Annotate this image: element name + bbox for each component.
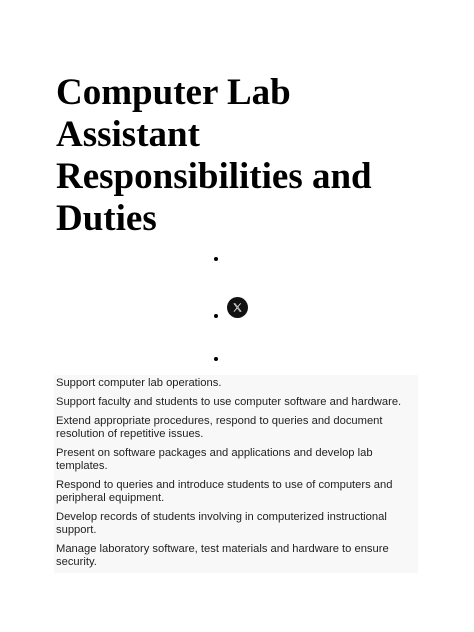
duty-item: Support computer lab operations. bbox=[56, 377, 222, 389]
share-bullet-3 bbox=[214, 357, 218, 361]
page-title: Computer Lab Assistant Responsibilities and Duties bbox=[56, 72, 372, 239]
duties-list bbox=[56, 377, 412, 575]
duty-item: Support faculty and students to use computer software and hardware. bbox=[56, 396, 402, 408]
duty-item: Present on software packages and applications and develop lab templates. bbox=[56, 447, 373, 472]
x-logo-icon bbox=[232, 302, 243, 313]
share-x-button[interactable] bbox=[227, 297, 248, 318]
duty-item: Develop records of students involving in computerized instructional support. bbox=[56, 511, 387, 536]
share-bullet-1 bbox=[214, 257, 218, 261]
duties-panel bbox=[54, 375, 418, 573]
duty-item: Manage laboratory software, test materials and hardware to ensure security. bbox=[56, 543, 389, 568]
share-bullet-2 bbox=[214, 314, 218, 318]
duty-item: Respond to queries and introduce students to use of computers and peripheral equipment. bbox=[56, 479, 393, 504]
duty-item: Extend appropriate procedures, respond to queries and document resolution of repetitive issues. bbox=[56, 415, 383, 440]
